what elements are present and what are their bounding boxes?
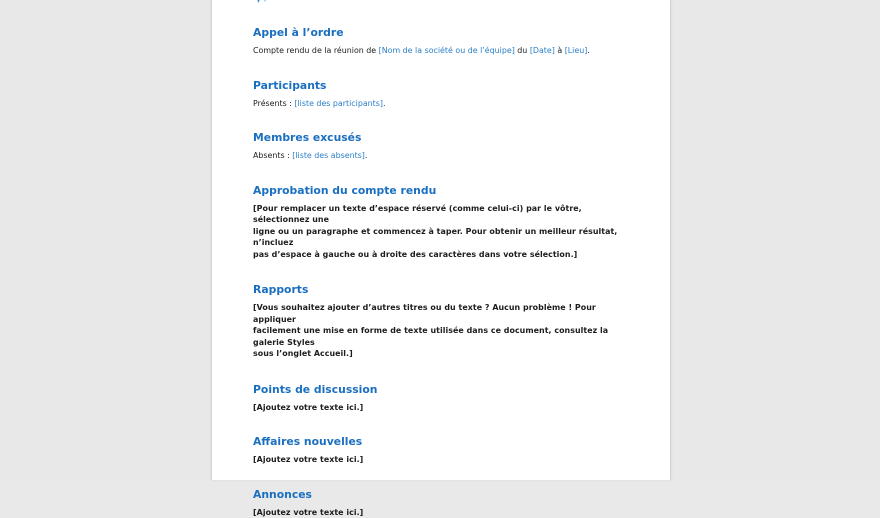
participants-end: . bbox=[383, 99, 386, 108]
reports-line-3: sous l’onglet Accueil.] bbox=[253, 349, 353, 358]
placeholder-absentees[interactable]: [liste des absents] bbox=[292, 151, 365, 160]
section-new-business bbox=[253, 435, 633, 466]
section-announcements bbox=[253, 488, 633, 518]
excused-end: . bbox=[365, 151, 368, 160]
excused-paragraph[interactable] bbox=[253, 150, 633, 162]
call-to-order-end: . bbox=[587, 46, 590, 55]
section-participants bbox=[253, 79, 633, 110]
call-to-order-paragraph[interactable] bbox=[253, 45, 633, 57]
participants-paragraph[interactable] bbox=[253, 98, 633, 110]
section-call-to-order bbox=[253, 26, 633, 57]
reports-line-2: facilement une mise en forme de texte utilisée dans ce document, consultez la galerie Styles bbox=[253, 326, 608, 347]
participants-label: Présents : bbox=[253, 99, 294, 108]
section-discussion bbox=[253, 383, 633, 414]
call-to-order-text: Compte rendu de la réunion de bbox=[253, 46, 379, 55]
call-to-order-du: du bbox=[515, 46, 530, 55]
approval-line-1: [Pour remplacer un texte d’espace réservé (comme celui-ci) par le vôtre, sélectionnez une bbox=[253, 204, 582, 225]
heading-participants: Participants bbox=[253, 79, 633, 93]
approval-line-2: ligne ou un paragraphe et commencez à taper. Pour obtenir un meilleur résultat, n’incluez bbox=[253, 227, 617, 248]
heading-approval: Approbation du compte rendu bbox=[253, 184, 633, 198]
section-approval bbox=[253, 184, 633, 261]
heading-reports: Rapports bbox=[253, 283, 633, 297]
heading-new-business: Affaires nouvelles bbox=[253, 435, 633, 449]
reports-paragraph[interactable] bbox=[253, 302, 633, 360]
approval-paragraph[interactable] bbox=[253, 203, 633, 261]
heading-discussion: Points de discussion bbox=[253, 383, 633, 397]
heading-announcements: Annonces bbox=[253, 488, 633, 502]
heading-call-to-order: Appel à l’ordre bbox=[253, 26, 633, 40]
announcements-paragraph[interactable]: [Ajoutez votre texte ici.] bbox=[253, 507, 633, 518]
document-page[interactable] bbox=[211, 0, 671, 480]
placeholder-date[interactable]: [Date] bbox=[530, 46, 555, 55]
placeholder-organization[interactable]: [Nom de la société ou de l’équipe] bbox=[379, 46, 515, 55]
placeholder-participants[interactable]: [liste des participants] bbox=[294, 99, 383, 108]
reports-line-1: [Vous souhaitez ajouter d’autres titres ou du texte ? Aucun problème ! Pour appliquer bbox=[253, 303, 596, 324]
excused-label: Absents : bbox=[253, 151, 292, 160]
section-excused bbox=[253, 131, 633, 162]
call-to-order-a: à bbox=[555, 46, 565, 55]
placeholder-place[interactable]: [Lieu] bbox=[565, 46, 588, 55]
approval-line-3: pas d’espace à gauche ou à droite des caractères dans votre sélection.] bbox=[253, 250, 577, 259]
heading-excused: Membres excusés bbox=[253, 131, 633, 145]
document-body bbox=[253, 26, 633, 518]
header-decoration-icon bbox=[252, 0, 312, 8]
section-reports bbox=[253, 283, 633, 360]
discussion-paragraph[interactable]: [Ajoutez votre texte ici.] bbox=[253, 402, 633, 414]
new-business-paragraph[interactable]: [Ajoutez votre texte ici.] bbox=[253, 454, 633, 466]
